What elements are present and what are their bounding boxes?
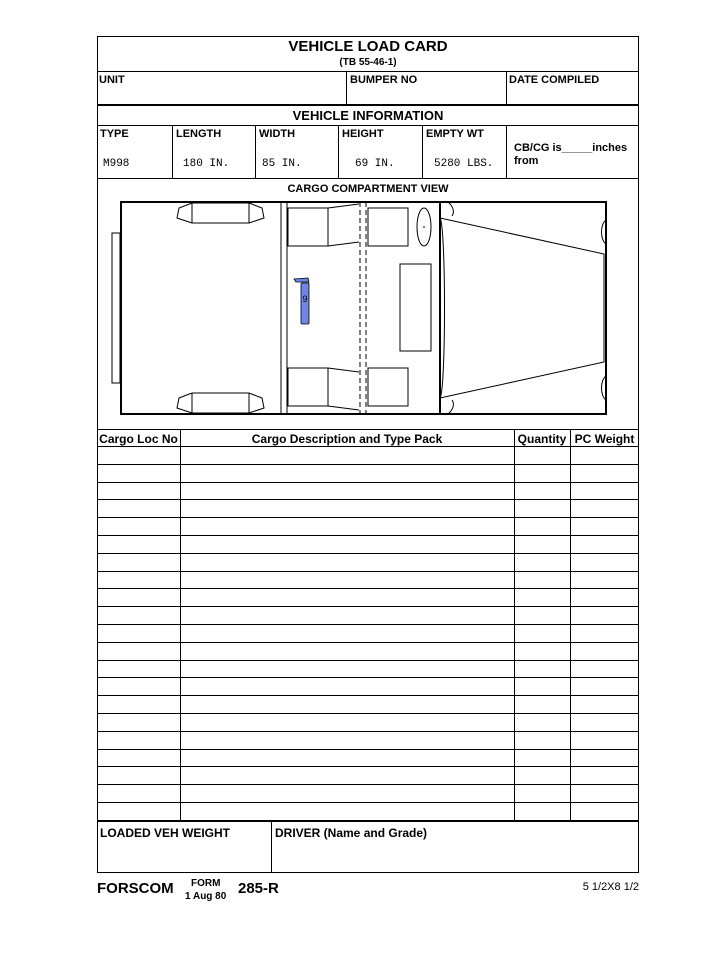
footer-size: 5 1/2X8 1/2: [582, 881, 639, 893]
quantity-cell[interactable]: [515, 767, 569, 783]
length-value: 180 IN.: [183, 158, 230, 170]
pc-weight-cell[interactable]: [571, 696, 638, 712]
footer-form-date: 1 Aug 80: [185, 891, 227, 902]
cargo-box: [368, 368, 408, 406]
cargo-loc-cell[interactable]: [98, 536, 179, 552]
length-label: LENGTH: [176, 128, 222, 140]
quantity-cell[interactable]: [515, 465, 569, 481]
col-header-weight: PC Weight: [574, 432, 635, 446]
cargo-loc-cell[interactable]: [98, 447, 179, 463]
quantity-cell[interactable]: [515, 500, 569, 516]
quantity-cell[interactable]: [515, 589, 569, 605]
center-console: [400, 264, 431, 351]
cargo-desc-cell[interactable]: [181, 767, 513, 783]
footer-form-word: FORM: [191, 878, 221, 889]
bumper-no-field[interactable]: [348, 88, 505, 103]
rear-right-wheel: [177, 393, 264, 413]
divider: [255, 125, 256, 178]
height-label: HEIGHT: [342, 128, 384, 140]
divider: [346, 71, 347, 105]
quantity-cell[interactable]: [515, 447, 569, 463]
cargo-desc-cell[interactable]: [181, 785, 513, 801]
divider: [97, 429, 639, 430]
unit-field[interactable]: [98, 88, 345, 103]
cbcg-text-line2: from: [514, 155, 539, 167]
pc-weight-cell[interactable]: [571, 536, 638, 552]
cargo-desc-cell[interactable]: [181, 625, 513, 641]
vehicle-info-title: VEHICLE INFORMATION: [292, 108, 444, 123]
date-compiled-label: DATE COMPILED: [509, 74, 600, 86]
cargo-loc-cell[interactable]: [98, 732, 179, 748]
pc-weight-cell[interactable]: [571, 767, 638, 783]
vehicle-diagram: [97, 196, 639, 430]
cargo-loc-cell[interactable]: [98, 607, 179, 623]
quantity-cell[interactable]: [515, 661, 569, 677]
cargo-desc-cell[interactable]: [181, 500, 513, 516]
cargo-loc-cell[interactable]: [98, 554, 179, 570]
cargo-loc-cell[interactable]: [98, 714, 179, 730]
hood-outline: [440, 218, 604, 398]
cargo-desc-cell[interactable]: [181, 714, 513, 730]
cargo-loc-cell[interactable]: [98, 589, 179, 605]
height-value: 69 IN.: [355, 158, 395, 170]
pc-weight-cell[interactable]: [571, 714, 638, 730]
type-value: M998: [103, 158, 130, 170]
cargo-loc-cell[interactable]: [98, 785, 179, 801]
form-subtitle: (TB 55-46-1): [339, 57, 397, 68]
cargo-desc-cell[interactable]: [181, 483, 513, 499]
loaded-weight-field[interactable]: [99, 842, 269, 870]
divider: [271, 821, 272, 873]
divider: [180, 429, 181, 821]
cargo-loc-cell[interactable]: [98, 803, 179, 819]
cargo-loc-cell[interactable]: [98, 643, 179, 659]
pc-weight-cell[interactable]: [571, 447, 638, 463]
quantity-cell[interactable]: [515, 678, 569, 694]
quantity-cell[interactable]: [515, 625, 569, 641]
cargo-loc-cell[interactable]: [98, 767, 179, 783]
quantity-cell[interactable]: [515, 536, 569, 552]
cargo-desc-cell[interactable]: [181, 518, 513, 534]
footer-form-number: 285-R: [238, 880, 279, 897]
vehicle-outline: [121, 202, 606, 414]
cbcg-text-line1: CB/CG is_____inches: [514, 142, 628, 154]
bumper-no-label: BUMPER NO: [350, 74, 418, 86]
cargo-loc-cell[interactable]: [98, 750, 179, 766]
cargo-desc-cell[interactable]: [181, 536, 513, 552]
cargo-desc-cell[interactable]: [181, 589, 513, 605]
pc-weight-cell[interactable]: [571, 661, 638, 677]
pc-weight-cell[interactable]: [571, 483, 638, 499]
cargo-loc-cell[interactable]: [98, 518, 179, 534]
cargo-desc-cell[interactable]: [181, 750, 513, 766]
cargo-desc-cell[interactable]: [181, 661, 513, 677]
cargo-view-title: CARGO COMPARTMENT VIEW: [287, 183, 449, 195]
quantity-cell[interactable]: [515, 732, 569, 748]
pc-weight-cell[interactable]: [571, 785, 638, 801]
divider: [97, 178, 639, 179]
width-value: 85 IN.: [262, 158, 302, 170]
cargo-desc-cell[interactable]: [181, 643, 513, 659]
quantity-cell[interactable]: [515, 607, 569, 623]
cargo-loc-cell[interactable]: [98, 696, 179, 712]
pc-weight-cell[interactable]: [571, 607, 638, 623]
rear-bumper: [112, 233, 120, 383]
divider: [506, 125, 507, 178]
divider: [97, 125, 639, 126]
driver-label: DRIVER (Name and Grade): [275, 826, 428, 840]
cargo-desc-cell[interactable]: [181, 803, 513, 819]
cargo-desc-cell[interactable]: [181, 572, 513, 588]
divider: [97, 104, 639, 106]
form-title: VEHICLE LOAD CARD: [288, 38, 448, 55]
col-header-qty: Quantity: [517, 432, 567, 446]
rear-left-wheel: [177, 203, 264, 223]
quantity-cell[interactable]: [515, 483, 569, 499]
quantity-cell[interactable]: [515, 643, 569, 659]
date-compiled-field[interactable]: [508, 88, 638, 103]
pc-weight-cell[interactable]: [571, 500, 638, 516]
cargo-desc-cell[interactable]: [181, 678, 513, 694]
type-label: TYPE: [100, 128, 129, 140]
pc-weight-cell[interactable]: [571, 589, 638, 605]
divider: [97, 821, 639, 822]
cargo-desc-cell[interactable]: [181, 465, 513, 481]
divider: [338, 125, 339, 178]
pc-weight-cell[interactable]: [571, 554, 638, 570]
cargo-box: [288, 208, 328, 246]
divider: [97, 71, 639, 72]
divider: [506, 71, 507, 105]
quantity-cell[interactable]: [515, 572, 569, 588]
pc-weight-cell[interactable]: [571, 750, 638, 766]
divider: [570, 429, 571, 821]
col-header-desc: Cargo Description and Type Pack: [251, 432, 443, 446]
divider: [514, 429, 515, 821]
footer-org: FORSCOM: [97, 880, 174, 897]
empty-wt-value: 5280 LBS.: [434, 158, 494, 170]
empty-wt-label: EMPTY WT: [426, 128, 484, 140]
divider: [172, 125, 173, 178]
driver-field[interactable]: [274, 842, 636, 870]
cargo-loc-cell[interactable]: [98, 465, 179, 481]
cargo-loc-cell[interactable]: [98, 661, 179, 677]
cargo-desc-cell[interactable]: [181, 554, 513, 570]
quantity-cell[interactable]: [515, 785, 569, 801]
unit-label: UNIT: [99, 74, 125, 86]
quantity-cell[interactable]: [515, 518, 569, 534]
cargo-box: [288, 368, 328, 406]
cargo-loc-cell[interactable]: [98, 678, 179, 694]
cargo-marker-label: 9: [302, 294, 308, 304]
cargo-desc-cell[interactable]: [181, 696, 513, 712]
width-label: WIDTH: [259, 128, 296, 140]
cargo-loc-cell[interactable]: [98, 483, 179, 499]
pc-weight-cell[interactable]: [571, 518, 638, 534]
pc-weight-cell[interactable]: [571, 572, 638, 588]
cargo-desc-cell[interactable]: [181, 732, 513, 748]
loaded-weight-label: LOADED VEH WEIGHT: [100, 826, 231, 840]
col-header-loc: Cargo Loc No: [99, 432, 178, 446]
quantity-cell[interactable]: [515, 554, 569, 570]
cargo-loc-cell[interactable]: [98, 500, 179, 516]
cargo-desc-cell[interactable]: [181, 447, 513, 463]
pc-weight-cell[interactable]: [571, 625, 638, 641]
cargo-box: [368, 208, 408, 246]
pc-weight-cell[interactable]: [571, 803, 638, 819]
pc-weight-cell[interactable]: [571, 732, 638, 748]
quantity-cell[interactable]: [515, 696, 569, 712]
pc-weight-cell[interactable]: [571, 465, 638, 481]
cargo-loc-cell[interactable]: [98, 572, 179, 588]
divider: [422, 125, 423, 178]
cargo-desc-cell[interactable]: [181, 607, 513, 623]
cargo-loc-cell[interactable]: [98, 625, 179, 641]
pc-weight-cell[interactable]: [571, 678, 638, 694]
quantity-cell[interactable]: [515, 803, 569, 819]
quantity-cell[interactable]: [515, 714, 569, 730]
quantity-cell[interactable]: [515, 750, 569, 766]
pc-weight-cell[interactable]: [571, 643, 638, 659]
